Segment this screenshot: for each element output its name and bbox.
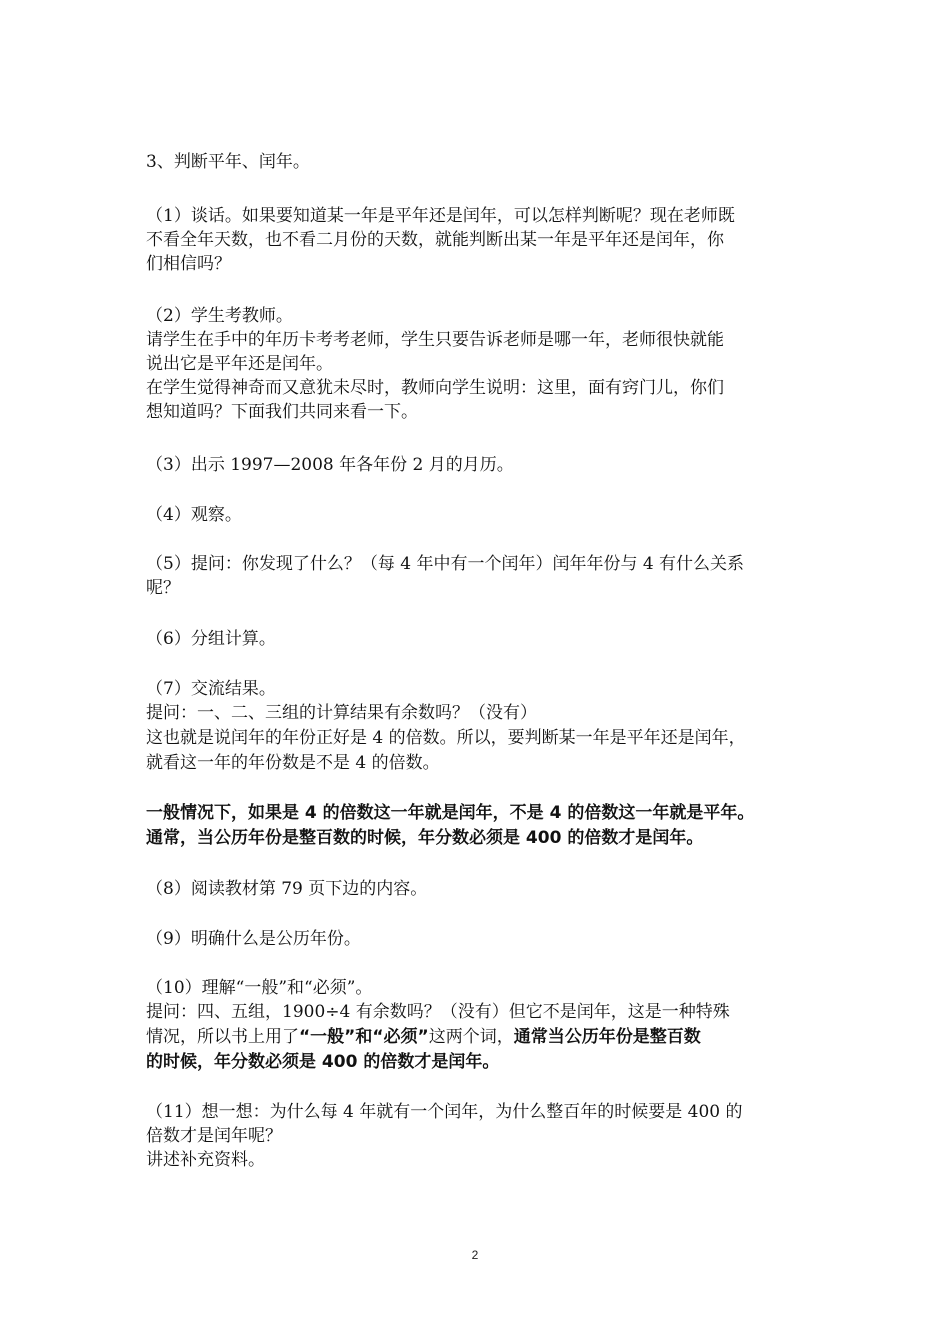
para-5-line-1: （5）提问：你发现了什么？（每 4 年中有一个闰年）闰年年份与 4 有什么关系	[146, 554, 745, 574]
para-9: （9）明确什么是公历年份。	[146, 929, 361, 949]
para-5-line-2: 呢？	[146, 578, 180, 598]
para-10-line-3-quoted-terms: “一般”和“必须”	[299, 1027, 429, 1047]
para-11-line-2: 倍数才是闰年呢？	[146, 1126, 282, 1146]
page-number: 2	[471, 1248, 479, 1262]
para-2-line-2: 请学生在手中的年历卡考考老师，学生只要告诉老师是哪一年，老师很快就能	[146, 330, 724, 350]
para-4: （4）观察。	[146, 505, 242, 525]
para-2-line-4: 在学生觉得神奇而又意犹未尽时，教师向学生说明：这里，面有窍门儿，你们	[146, 378, 724, 398]
para-10-line-3	[146, 1025, 701, 1049]
rule-line-1: 一般情况下，如果是 4 的倍数这一年就是闰年，不是 4 的倍数这一年就是平年。	[146, 803, 755, 823]
para-3: （3）出示 1997—2008 年各年份 2 月的月历。	[146, 455, 514, 475]
para-10-line-3-emphasis: 通常当公历年份是整百数	[513, 1027, 701, 1047]
rule-line-2: 通常，当公历年份是整百数的时候，年分数必须是 400 的倍数才是闰年。	[146, 828, 704, 848]
para-11-line-3: 讲述补充资料。	[146, 1150, 265, 1170]
para-1-line-3: 们相信吗？	[146, 254, 231, 274]
para-7-line-4: 就看这一年的年份数是不是 4 的倍数。	[146, 753, 440, 773]
para-1-line-1: （1）谈话。如果要知道某一年是平年还是闰年，可以怎样判断呢？现在老师既	[146, 206, 735, 226]
para-10-line-1: （10）理解“一般”和“必须”。	[146, 978, 373, 998]
para-6: （6）分组计算。	[146, 629, 276, 649]
para-2-line-1: （2）学生考教师。	[146, 306, 293, 326]
para-11-line-1: （11）想一想：为什么每 4 年就有一个闰年，为什么整百年的时候要是 400 的	[146, 1102, 743, 1122]
para-10-line-3-part-a: 情况，所以书上用了	[146, 1027, 299, 1047]
para-2-line-3: 说出它是平年还是闰年。	[146, 354, 333, 374]
para-8: （8）阅读教材第 79 页下边的内容。	[146, 879, 428, 899]
para-10-line-4: 的时候，年分数必须是 400 的倍数才是闰年。	[146, 1052, 500, 1072]
para-10-line-2: 提问：四、五组，1900÷4 有余数吗？（没有）但它不是闰年，这是一种特殊	[146, 1002, 730, 1022]
para-10-line-3-part-c: 这两个词，	[428, 1027, 514, 1047]
para-7-line-3: 这也就是说闰年的年份正好是 4 的倍数。所以，要判断某一年是平年还是闰年，	[146, 728, 746, 748]
para-1-line-2: 不看全年天数，也不看二月份的天数，就能判断出某一年是平年还是闰年，你	[146, 230, 724, 250]
para-7-line-1: （7）交流结果。	[146, 679, 276, 699]
section-heading: 3、判断平年、闰年。	[146, 152, 310, 172]
para-2-line-5: 想知道吗？下面我们共同来看一下。	[146, 402, 418, 422]
para-7-line-2: 提问：一、二、三组的计算结果有余数吗？（没有）	[146, 703, 537, 723]
